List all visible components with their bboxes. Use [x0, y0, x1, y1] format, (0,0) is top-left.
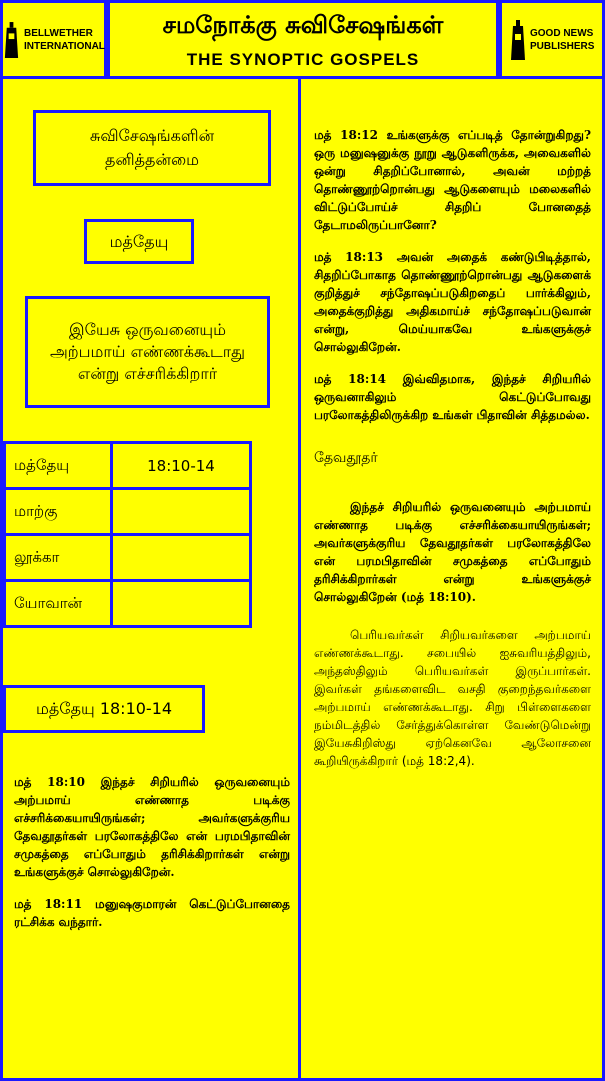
table-row: [5, 489, 251, 535]
table-ref-cell: [112, 489, 251, 535]
verse-paragraph: மத் 18:13 அவன் அதைக் கண்டுபிடித்தால், சிதறிப்போகாத தொண்ணூற்றொன்பது ஆடுகளைக் குறித்துச் சந்தோஷப்படுகிறதைப் பார்க்கிலும், அதைக்குறித்து அதிகமாய்ச் சந்தோஷப்படுவான் என்று, மெய்யாகவே உங்களுக்குச் சொல்லுகிறேன்.: [314, 250, 591, 354]
quote-paragraph: இந்தச் சிறியரில் ஒருவனையும் அற்பமாய் எண்ணாத படிக்கு எச்சரிக்கையாயிருங்கள்; அவர்களுக்குரிய தேவதூதர்கள் பரலோகத்திலே என் பரமபிதாவின் சமுகத்தை எப்போதும் தரிசிக்கிறார்கள் என்று உங்களுக்குச் சொல்லுகிறேன் (மத் 18:10).: [314, 500, 591, 604]
column-divider: [298, 79, 301, 1081]
verse-paragraph: மத் 18:12 உங்களுக்கு எப்படித் தோன்றுகிறது? ஒரு மனுஷனுக்கு நூறு ஆடுகளிருக்க, அவைகளில் ஒன்று சிதறிப்போனால், அவன் மற்றத் தொண்ணூற்றொன்பது ஆடுகளையும் மலைகளில் விட்டுப்போய்ச் சிதறிப் போனதைத் தேடாமலிருப்பானோ?: [314, 128, 591, 232]
uniqueness-box: சுவிசேஷங்களின் தனித்தன்மை: [33, 110, 271, 186]
table-ref-cell: [112, 535, 251, 581]
reference-table: [3, 441, 252, 628]
table-ref-cell: [112, 581, 251, 627]
verse-paragraph: மத் 18:14 இவ்விதமாக, இந்தச் சிறியரில் ஒருவனாகிலும் கெட்டுப்போவது பரலோகத்திலிருக்கிற உங்கள் பிதாவின் சித்தமல்ல.: [314, 372, 591, 422]
subject-box: இயேசு ஒருவனையும் அற்பமாய் எண்ணக்கூடாது என்று எச்சரிக்கிறார்: [25, 296, 270, 408]
table-book-cell: மாற்கு: [5, 489, 112, 535]
table-book-cell: யோவான்: [5, 581, 112, 627]
right-text-block: [314, 126, 591, 770]
gospel-name-box: மத்தேயு: [84, 219, 194, 264]
table-book-cell: லூக்கா: [5, 535, 112, 581]
left-text-block: [14, 773, 290, 945]
bell-tower-logo-icon: [3, 21, 20, 59]
title-box: [107, 0, 499, 79]
table-row: [5, 535, 251, 581]
commentary-paragraph: பெரியவர்கள் சிறியவர்களை அற்பமாய் எண்ணக்கூடாது. சபையில் ஐசுவரியத்திலும், அந்தஸ்திலும் பெரியவர்கள் இருப்பார்கள். இவர்கள் தங்களைவிட வசதி குறைந்தவர்களை அற்பமாய் எண்ணக்கூடாது. சிறு பிள்ளைகளை நம்மிடத்தில் சேர்த்துக்கொள்ள வேண்டுமென்று இயேசுகிறிஸ்து ஏற்கெனவே ஆலோசனை கூறியிருக்கிறார் (மத் 18:2,4).: [314, 628, 591, 768]
table-ref-cell: 18:10-14: [112, 443, 251, 489]
table-row: [5, 443, 251, 489]
section-heading: தேவதூதர்: [314, 450, 378, 466]
verse-paragraph: மத் 18:10 இந்தச் சிறியரில் ஒருவனையும் அற்பமாய் எண்ணாத படிக்கு எச்சரிக்கையாயிருங்கள்; அவர்களுக்குரிய தேவதூதர்கள் பரலோகத்திலே என் பரமபிதாவின் சமுகத்தை எப்போதும் தரிசிக்கிறார்கள் என்று உங்களுக்குச் சொல்லுகிறேன்.: [14, 775, 290, 879]
passage-ref-box: மத்தேயு 18:10-14: [3, 685, 205, 733]
table-row: [5, 581, 251, 627]
table-book-cell: மத்தேயு: [5, 443, 112, 489]
page-title-english: THE SYNOPTIC GOSPELS: [186, 50, 420, 69]
bell-tower-logo-icon: [510, 20, 526, 60]
left-logo-text: BELLWETHER INTERNATIONAL: [24, 27, 105, 52]
right-logo-text: GOOD NEWS PUBLISHERS: [530, 27, 595, 52]
right-logo: [499, 0, 605, 79]
verse-paragraph: மத் 18:11 மனுஷகுமாரன் கெட்டுப்போனதை ரட்சிக்க வந்தார்.: [14, 897, 290, 929]
page-title-tamil: சமநோக்கு சுவிசேஷங்கள்: [162, 11, 444, 39]
left-logo: [0, 0, 107, 79]
